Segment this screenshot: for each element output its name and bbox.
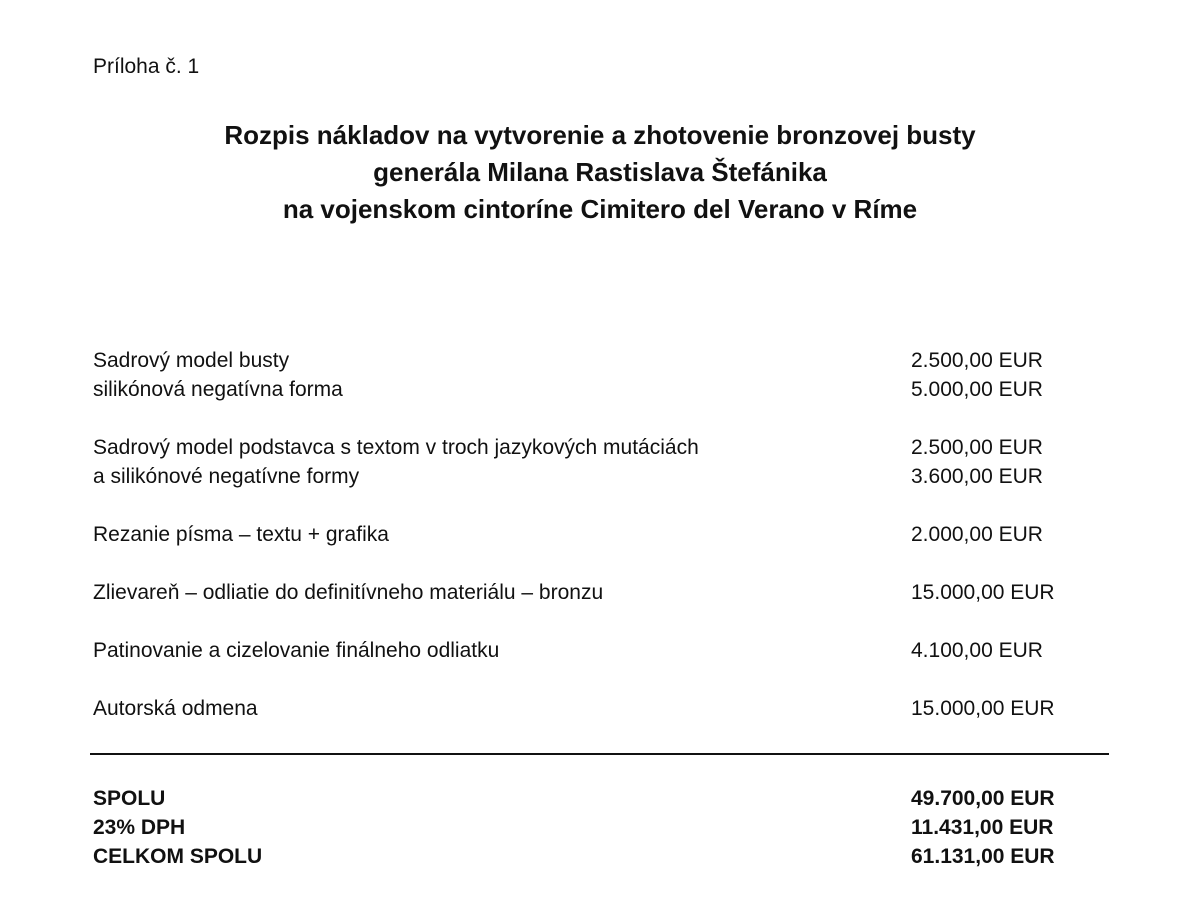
total-label: SPOLU bbox=[93, 787, 166, 810]
title-line-3: na vojenskom cintoríne Cimitero del Verano v Ríme bbox=[282, 194, 918, 224]
totals-divider bbox=[90, 753, 1109, 755]
cost-amount: 15.000,00 EUR bbox=[911, 697, 1055, 720]
cost-amount: 15.000,00 EUR bbox=[911, 581, 1055, 604]
cost-amount: 2.500,00 EUR bbox=[911, 436, 1043, 459]
total-label: CELKOM SPOLU bbox=[93, 845, 263, 868]
cost-row bbox=[0, 375, 1200, 404]
total-amount: 11.431,00 EUR bbox=[911, 816, 1054, 839]
cost-amount: 5.000,00 EUR bbox=[911, 378, 1043, 401]
cost-group-author-fee bbox=[0, 694, 1200, 723]
cost-amount: 3.600,00 EUR bbox=[911, 465, 1043, 488]
cost-row bbox=[0, 520, 1200, 549]
cost-group-pedestal bbox=[0, 433, 1200, 491]
total-label: 23% DPH bbox=[93, 816, 186, 839]
cost-label: Rezanie písma – textu + grafika bbox=[93, 523, 389, 546]
cost-row bbox=[0, 346, 1200, 375]
cost-group-foundry bbox=[0, 578, 1200, 607]
cost-row bbox=[0, 636, 1200, 665]
cost-row bbox=[0, 433, 1200, 462]
cost-row bbox=[0, 578, 1200, 607]
cost-group-patina bbox=[0, 636, 1200, 665]
title-line-1: Rozpis nákladov na vytvorenie a zhotovenie bronzovej busty bbox=[224, 120, 976, 150]
annex-label: Príloha č. 1 bbox=[93, 55, 200, 78]
cost-label: Autorská odmena bbox=[93, 697, 258, 720]
total-row-vat bbox=[0, 813, 1200, 842]
cost-group-lettering bbox=[0, 520, 1200, 549]
cost-row bbox=[0, 462, 1200, 491]
cost-group-bust bbox=[0, 346, 1200, 404]
total-amount: 61.131,00 EUR bbox=[911, 845, 1055, 868]
total-row-grand-total bbox=[0, 842, 1200, 871]
total-row-subtotal bbox=[0, 784, 1200, 813]
cost-amount: 2.500,00 EUR bbox=[911, 349, 1043, 372]
cost-amount: 4.100,00 EUR bbox=[911, 639, 1043, 662]
cost-amount: 2.000,00 EUR bbox=[911, 523, 1043, 546]
cost-row bbox=[0, 694, 1200, 723]
cost-label: silikónová negatívna forma bbox=[93, 378, 343, 401]
cost-label: Sadrový model podstavca s textom v troch jazykových mutáciách bbox=[93, 436, 699, 459]
cost-label: Zlievareň – odliatie do definitívneho materiálu – bronzu bbox=[93, 581, 604, 604]
title-line-2: generála Milana Rastislava Štefánika bbox=[373, 157, 827, 187]
cost-label: Patinovanie a cizelovanie finálneho odliatku bbox=[93, 639, 500, 662]
document-title bbox=[0, 117, 1200, 228]
total-amount: 49.700,00 EUR bbox=[911, 787, 1055, 810]
totals-block bbox=[0, 784, 1200, 871]
cost-label: a silikónové negatívne formy bbox=[93, 465, 360, 488]
cost-label: Sadrový model busty bbox=[93, 349, 290, 372]
